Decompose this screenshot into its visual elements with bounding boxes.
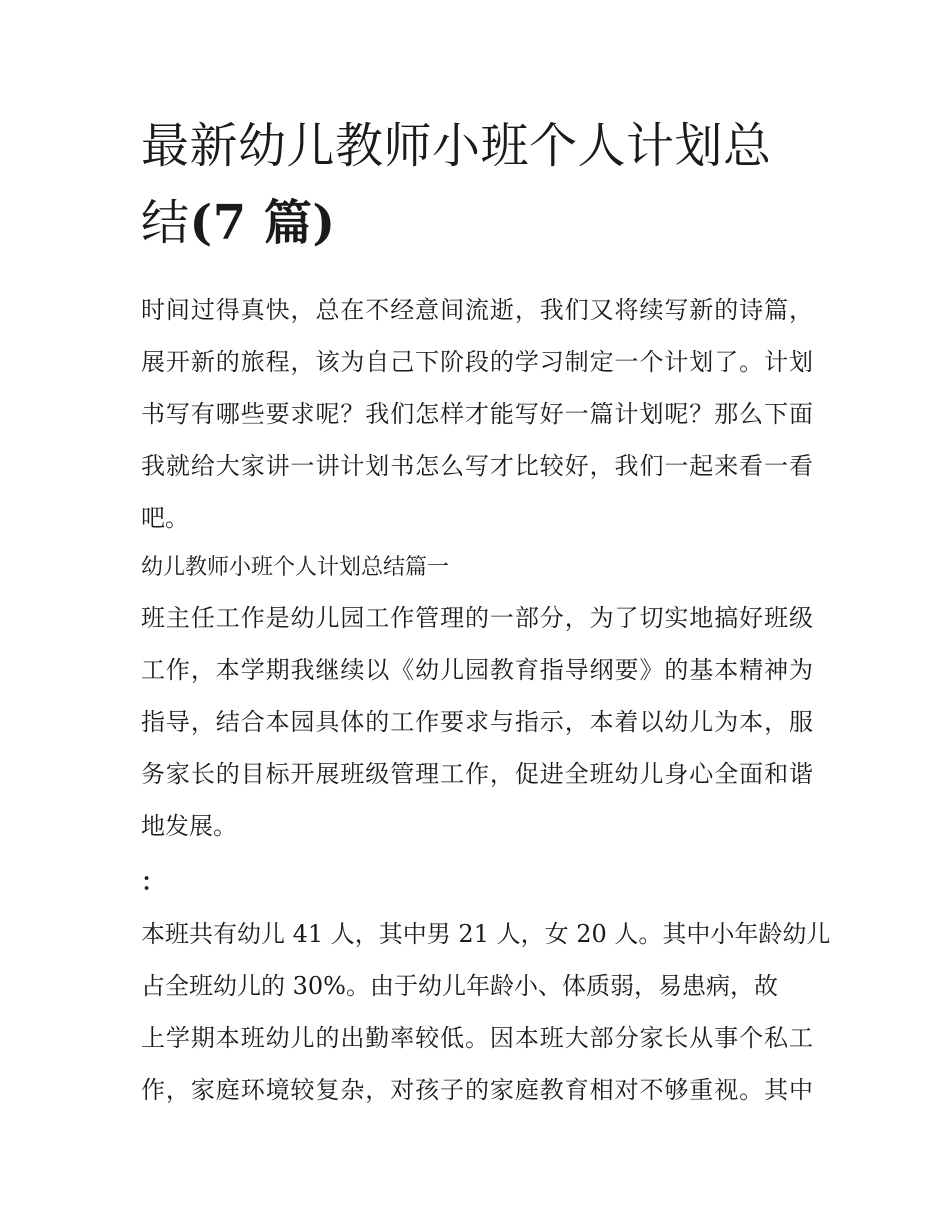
paragraph-line: 占全班幼儿的 30%。由于幼儿年龄小、体质弱，易患病，故 <box>141 972 778 1000</box>
intro-line: 我就给大家讲一讲计划书怎么写才比较好，我们一起来看一看 <box>141 452 813 480</box>
colon-marker: ： <box>141 867 165 896</box>
section-heading: 幼儿教师小班个人计划总结篇一 <box>141 555 450 580</box>
paragraph-line: 指导，结合本园具体的工作要求与指示，本着以幼儿为本，服 <box>141 708 813 736</box>
document-title <box>141 108 813 262</box>
paragraph-line: 本班共有幼儿 41 人，其中男 21 人，女 20 人。其中小年龄幼儿 <box>141 920 831 948</box>
intro-line: 吧。 <box>141 504 189 532</box>
paragraph-2 <box>141 908 831 1116</box>
paragraph-line: 地发展。 <box>141 812 237 840</box>
paragraph-line: 班主任工作是幼儿园工作管理的一部分，为了切实地搞好班级 <box>141 604 813 632</box>
document-body <box>141 284 831 1116</box>
paragraph-line: 务家长的目标开展班级管理工作，促进全班幼儿身心全面和谐 <box>141 760 813 788</box>
title-line-1: 最新幼儿教师小班个人计划总 <box>141 118 772 174</box>
paragraph-line: 上学期本班幼儿的出勤率较低。因本班大部分家长从事个私工 <box>141 1024 813 1052</box>
paragraph-1 <box>141 592 813 852</box>
intro-line: 展开新的旅程，该为自己下阶段的学习制定一个计划了。计划 <box>141 348 813 376</box>
intro-line: 书写有哪些要求呢？我们怎样才能写好一篇计划呢？那么下面 <box>141 400 813 428</box>
title-line-2: 结(7 篇) <box>141 195 336 251</box>
paragraph-line: 作，家庭环境较复杂，对孩子的家庭教育相对不够重视。其中 <box>141 1076 813 1104</box>
intro-paragraph <box>141 284 813 544</box>
document-page <box>141 108 831 1116</box>
intro-line: 时间过得真快，总在不经意间流逝，我们又将续写新的诗篇， <box>141 296 813 324</box>
paragraph-line: 工作，本学期我继续以《幼儿园教育指导纲要》的基本精神为 <box>141 656 813 684</box>
